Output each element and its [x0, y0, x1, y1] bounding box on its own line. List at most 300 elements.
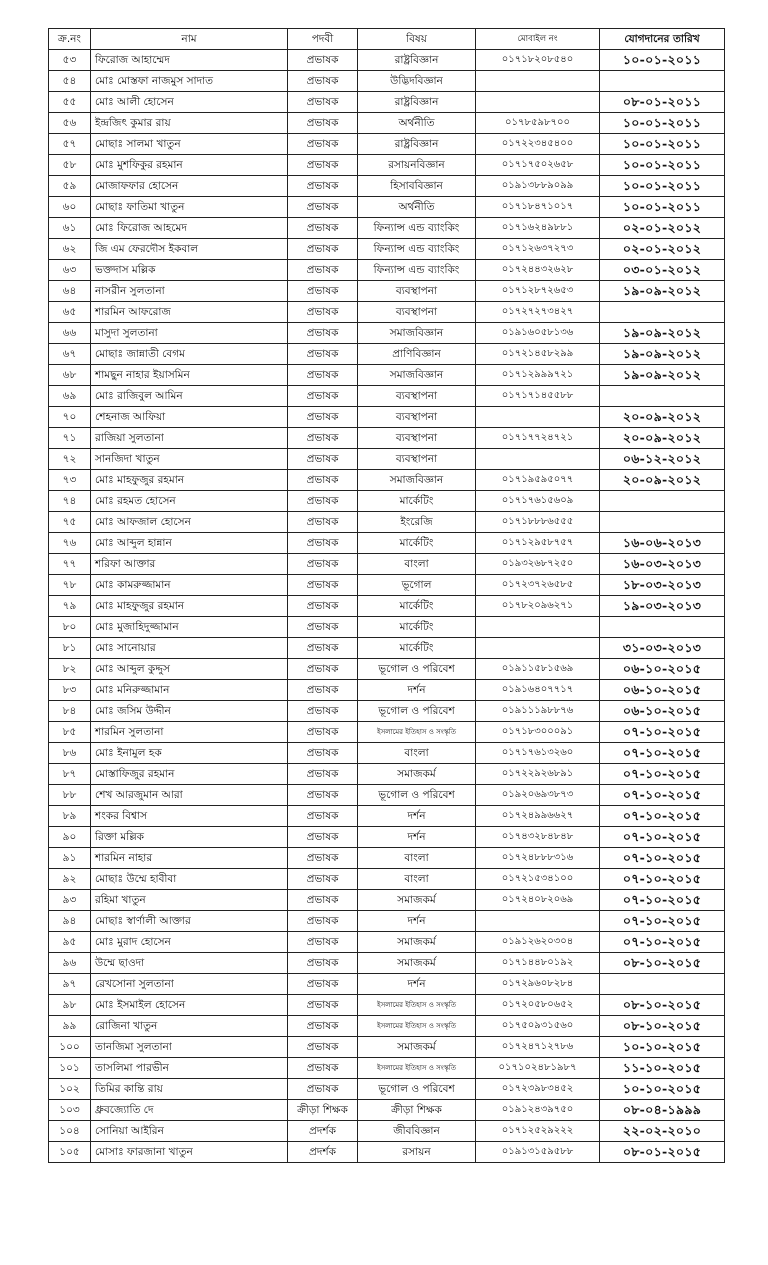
- cell-subject: সমাজকর্ম: [358, 764, 476, 785]
- table-row: [49, 638, 725, 659]
- cell-sl: ৮৫: [49, 722, 91, 743]
- cell-joining-date: ২০-০৯-২০১২: [600, 428, 725, 449]
- cell-post: প্রভাষক: [288, 428, 358, 449]
- table-row: [49, 743, 725, 764]
- cell-name: মোছাঃ উম্মে হাবীবা: [91, 869, 288, 890]
- cell-post: প্রভাষক: [288, 911, 358, 932]
- cell-joining-date: ১০-১০-২০১৫: [600, 1037, 725, 1058]
- table-row: [49, 701, 725, 722]
- table-row: [49, 386, 725, 407]
- cell-sl: ৬৬: [49, 323, 91, 344]
- cell-joining-date: ১০-০১-২০১১: [600, 113, 725, 134]
- cell-post: প্রভাষক: [288, 1037, 358, 1058]
- cell-post: প্রভাষক: [288, 491, 358, 512]
- cell-sl: ৬৭: [49, 344, 91, 365]
- cell-name: মোঃ মুরাদ হোসেন: [91, 932, 288, 953]
- header-subject: বিষয়: [358, 29, 476, 50]
- cell-sl: ৭৩: [49, 470, 91, 491]
- cell-post: প্রভাষক: [288, 134, 358, 155]
- cell-mobile: ০১৭১৯৫৯৫০৭৭: [476, 470, 600, 491]
- cell-sl: ৬০: [49, 197, 91, 218]
- table-row: [49, 491, 725, 512]
- cell-name: জি এম ফেরদৌস ইকবাল: [91, 239, 288, 260]
- cell-sl: ৫৪: [49, 71, 91, 92]
- cell-post: প্রভাষক: [288, 596, 358, 617]
- cell-mobile: ০১৭২০৫৮০৬৫২: [476, 995, 600, 1016]
- cell-name: রেখসোনা সুলতানা: [91, 974, 288, 995]
- cell-joining-date: ১০-১০-২০১৫: [600, 1079, 725, 1100]
- cell-sl: ৬১: [49, 218, 91, 239]
- cell-post: প্রভাষক: [288, 575, 358, 596]
- cell-mobile: ০১৭২৪৮৮৮৩১৬: [476, 848, 600, 869]
- cell-joining-date: ২২-০২-২০১০: [600, 1121, 725, 1142]
- cell-sl: ৬২: [49, 239, 91, 260]
- cell-joining-date: ০৮-০১-২০১৫: [600, 1142, 725, 1163]
- cell-name: শামছুন নাহার ইয়াসমিন: [91, 365, 288, 386]
- cell-subject: অর্থনীতি: [358, 197, 476, 218]
- cell-subject: সমাজকর্ম: [358, 1037, 476, 1058]
- table-row: [49, 932, 725, 953]
- table-row: [49, 344, 725, 365]
- cell-name: মোঃ ফিরোজ আহমেদ: [91, 218, 288, 239]
- cell-joining-date: ০৮-১০-২০১৫: [600, 1016, 725, 1037]
- cell-mobile: ০১৭১৮৮৮৬৫৫৫: [476, 512, 600, 533]
- cell-sl: ৫৬: [49, 113, 91, 134]
- cell-mobile: [476, 71, 600, 92]
- cell-subject: ইসলামের ইতিহাস ও সংস্কৃতি: [358, 1058, 476, 1079]
- cell-name: মোঃ আব্দুল হান্নান: [91, 533, 288, 554]
- cell-sl: ৮২: [49, 659, 91, 680]
- table-row: [49, 512, 725, 533]
- table-row: [49, 869, 725, 890]
- cell-name: মোঃ কামরুজ্জামান: [91, 575, 288, 596]
- cell-subject: বাংলা: [358, 869, 476, 890]
- cell-mobile: ০১৯১৬৪০৭৭১৭: [476, 680, 600, 701]
- cell-post: প্রভাষক: [288, 806, 358, 827]
- cell-sl: ৬৪: [49, 281, 91, 302]
- cell-sl: ১০২: [49, 1079, 91, 1100]
- cell-subject: ক্রীড়া শিক্ষক: [358, 1100, 476, 1121]
- cell-name: শারমিন আফরোজ: [91, 302, 288, 323]
- cell-name: মোঃ মুজাহিদুজ্জামান: [91, 617, 288, 638]
- cell-sl: ১০৫: [49, 1142, 91, 1163]
- header-sl: ক্র.নং: [49, 29, 91, 50]
- cell-joining-date: [600, 491, 725, 512]
- cell-sl: ৯৮: [49, 995, 91, 1016]
- cell-joining-date: ১৯-০৯-২০১২: [600, 323, 725, 344]
- cell-subject: সমাজকর্ম: [358, 890, 476, 911]
- cell-post: প্রভাষক: [288, 512, 358, 533]
- cell-name: ফিরোজ আহাম্মেদ: [91, 50, 288, 71]
- header-post: পদবী: [288, 29, 358, 50]
- cell-sl: ১০৩: [49, 1100, 91, 1121]
- cell-mobile: ০১৭১২৯৫৮৭৫৭: [476, 533, 600, 554]
- cell-subject: সমাজবিজ্ঞান: [358, 323, 476, 344]
- cell-subject: ভূগোল: [358, 575, 476, 596]
- cell-joining-date: ০২-০১-২০১২: [600, 239, 725, 260]
- cell-joining-date: ০৮-০৪-১৯৯৯: [600, 1100, 725, 1121]
- cell-sl: ৮৪: [49, 701, 91, 722]
- cell-name: মোঃ ইসমাইল হোসেন: [91, 995, 288, 1016]
- cell-subject: প্রাণিবিজ্ঞান: [358, 344, 476, 365]
- cell-mobile: ০১৭১৭৬১৫৬০৯: [476, 491, 600, 512]
- cell-subject: সমাজকর্ম: [358, 953, 476, 974]
- cell-name: মোঃ রহমত হোসেন: [91, 491, 288, 512]
- cell-post: ক্রীড়া শিক্ষক: [288, 1100, 358, 1121]
- cell-mobile: ০১৯১১৫৮১৫৬৯: [476, 659, 600, 680]
- cell-mobile: ০১৭৪৩২৮৪৮৪৮: [476, 827, 600, 848]
- cell-sl: ৮০: [49, 617, 91, 638]
- header-mobile: মোবাইল নং: [476, 29, 600, 50]
- cell-sl: ৯৩: [49, 890, 91, 911]
- cell-post: প্রভাষক: [288, 785, 358, 806]
- cell-joining-date: ২০-০৯-২০১২: [600, 470, 725, 491]
- cell-name: মোঃ মাহফুজুর রহমান: [91, 470, 288, 491]
- cell-mobile: [476, 407, 600, 428]
- cell-name: রোজিনা খাতুন: [91, 1016, 288, 1037]
- cell-name: মোস্তাফিজুর রহমান: [91, 764, 288, 785]
- cell-post: প্রদর্শক: [288, 1121, 358, 1142]
- cell-sl: ১০০: [49, 1037, 91, 1058]
- cell-mobile: [476, 449, 600, 470]
- table-row: [49, 470, 725, 491]
- cell-joining-date: ০৮-১০-২০১৫: [600, 953, 725, 974]
- cell-joining-date: ০৩-০১-২০১২: [600, 260, 725, 281]
- cell-subject: দর্শন: [358, 680, 476, 701]
- cell-name: মোছাঃ স্বার্ণালী আক্তার: [91, 911, 288, 932]
- cell-joining-date: ১৬-০৩-২০১৩: [600, 554, 725, 575]
- cell-name: শংকর বিশ্বাস: [91, 806, 288, 827]
- cell-mobile: ০১৭২৯৬০৮২৮৪: [476, 974, 600, 995]
- table-row: [49, 911, 725, 932]
- cell-name: মোঃ ইনামুল হক: [91, 743, 288, 764]
- cell-subject: ভূগোল ও পরিবেশ: [358, 785, 476, 806]
- cell-mobile: ০১৭১৪৪৮০১৯২: [476, 953, 600, 974]
- cell-subject: বাংলা: [358, 554, 476, 575]
- cell-name: তিমির কান্তি রায়: [91, 1079, 288, 1100]
- cell-name: মোছাঃ সালমা খাতুন: [91, 134, 288, 155]
- table-row: [49, 617, 725, 638]
- cell-sl: ৭০: [49, 407, 91, 428]
- cell-subject: ইসলামের ইতিহাস ও সংস্কৃতি: [358, 722, 476, 743]
- cell-joining-date: ১৯-০৯-২০১২: [600, 281, 725, 302]
- cell-sl: ৮৯: [49, 806, 91, 827]
- cell-mobile: ০১৭২১৪৫৮২৯৯: [476, 344, 600, 365]
- cell-post: প্রভাষক: [288, 932, 358, 953]
- cell-mobile: ০১৭১৮৩০০০৯১: [476, 722, 600, 743]
- cell-mobile: ০১৯১২৪৩৯৭৫০: [476, 1100, 600, 1121]
- cell-mobile: [476, 638, 600, 659]
- cell-joining-date: ০৭-১০-২০১৫: [600, 890, 725, 911]
- table-row: [49, 134, 725, 155]
- cell-post: প্রভাষক: [288, 365, 358, 386]
- cell-name: ইন্দ্রজিৎ কুমার রায়: [91, 113, 288, 134]
- cell-name: শরিফা আক্তার: [91, 554, 288, 575]
- cell-mobile: ০১৭৮৫৯৮৭০০: [476, 113, 600, 134]
- cell-sl: ৭৯: [49, 596, 91, 617]
- cell-sl: ৯২: [49, 869, 91, 890]
- table-row: [49, 974, 725, 995]
- cell-mobile: ০১৭২৪৭১২৭৮৬: [476, 1037, 600, 1058]
- cell-sl: ৭৫: [49, 512, 91, 533]
- cell-sl: ৮৬: [49, 743, 91, 764]
- cell-post: প্রভাষক: [288, 1016, 358, 1037]
- cell-post: প্রভাষক: [288, 344, 358, 365]
- cell-joining-date: ০৭-১০-২০১৫: [600, 785, 725, 806]
- cell-mobile: ০১৭১২৮৭২৬৫৩: [476, 281, 600, 302]
- table-row: [49, 113, 725, 134]
- cell-name: মোঃ রাজিবুল আমিন: [91, 386, 288, 407]
- cell-joining-date: [600, 302, 725, 323]
- cell-mobile: ০১৯২০৬৯৩৮৭৩: [476, 785, 600, 806]
- table-row: [49, 1079, 725, 1100]
- cell-sl: ৮১: [49, 638, 91, 659]
- header-name: নাম: [91, 29, 288, 50]
- cell-name: রাজিয়া সুলতানা: [91, 428, 288, 449]
- cell-mobile: ০১৯১৬০৫৮১৩৬: [476, 323, 600, 344]
- cell-joining-date: ১০-০১-২০১১: [600, 197, 725, 218]
- cell-post: প্রভাষক: [288, 260, 358, 281]
- cell-subject: রাষ্ট্রবিজ্ঞান: [358, 134, 476, 155]
- cell-mobile: ০১৭২৪৯৯৬৬২৭: [476, 806, 600, 827]
- cell-subject: জীববিজ্ঞান: [358, 1121, 476, 1142]
- table-row: [49, 1058, 725, 1079]
- cell-mobile: ০১৭১২৫২৯২২২: [476, 1121, 600, 1142]
- cell-mobile: ০১৭১৭৬১৩২৬০: [476, 743, 600, 764]
- cell-post: প্রভাষক: [288, 659, 358, 680]
- cell-post: প্রভাষক: [288, 995, 358, 1016]
- cell-joining-date: ০৬-১০-২০১৫: [600, 701, 725, 722]
- cell-mobile: [476, 92, 600, 113]
- cell-name: তাসলিমা পারভীন: [91, 1058, 288, 1079]
- cell-joining-date: [600, 974, 725, 995]
- cell-post: প্রভাষক: [288, 848, 358, 869]
- cell-joining-date: ১১-১০-২০১৫: [600, 1058, 725, 1079]
- cell-sl: ৬৯: [49, 386, 91, 407]
- table-row: [49, 1037, 725, 1058]
- cell-subject: অর্থনীতি: [358, 113, 476, 134]
- cell-name: মোঃ মাহফুজুর রহমান: [91, 596, 288, 617]
- table-row: [49, 260, 725, 281]
- cell-sl: ১০৪: [49, 1121, 91, 1142]
- cell-name: শারমিন নাহার: [91, 848, 288, 869]
- cell-mobile: ০১৭১৭৫০২৬৫৮: [476, 155, 600, 176]
- cell-post: প্রভাষক: [288, 764, 358, 785]
- cell-sl: ৯০: [49, 827, 91, 848]
- cell-joining-date: ১৮-০৩-২০১৩: [600, 575, 725, 596]
- cell-mobile: ০১৯১২৬২০৩০৪: [476, 932, 600, 953]
- cell-subject: ব্যবস্থাপনা: [358, 302, 476, 323]
- cell-name: শারমিন সুলতানা: [91, 722, 288, 743]
- cell-subject: ফিন্যান্স এন্ড ব্যাংকিং: [358, 218, 476, 239]
- cell-mobile: ০১৯১৩১৫৯৫৮৮: [476, 1142, 600, 1163]
- table-row: [49, 953, 725, 974]
- cell-sl: ৬৮: [49, 365, 91, 386]
- table-row: [49, 1016, 725, 1037]
- cell-name: ভক্তদাস মল্লিক: [91, 260, 288, 281]
- cell-joining-date: ০৬-১০-২০১৫: [600, 680, 725, 701]
- cell-subject: রসায়ন: [358, 1142, 476, 1163]
- cell-mobile: ০১৭৫০৯৩১৫৬০: [476, 1016, 600, 1037]
- table-row: [49, 1142, 725, 1163]
- table-row: [49, 239, 725, 260]
- cell-joining-date: ০৭-১০-২০১৫: [600, 911, 725, 932]
- cell-name: মোঃ মনিরুজ্জামান: [91, 680, 288, 701]
- cell-sl: ৯৯: [49, 1016, 91, 1037]
- cell-sl: ৯৪: [49, 911, 91, 932]
- cell-post: প্রভাষক: [288, 71, 358, 92]
- cell-post: প্রভাষক: [288, 533, 358, 554]
- cell-subject: দর্শন: [358, 974, 476, 995]
- header-joining-date: যোগদানের তারিখ: [600, 29, 725, 50]
- cell-post: প্রভাষক: [288, 407, 358, 428]
- cell-name: মোছাঃ জান্নাতী বেগম: [91, 344, 288, 365]
- cell-name: মোছাঃ ফাতিমা খাতুন: [91, 197, 288, 218]
- cell-post: প্রভাষক: [288, 197, 358, 218]
- table-row: [49, 1121, 725, 1142]
- cell-subject: ফিন্যান্স এন্ড ব্যাংকিং: [358, 239, 476, 260]
- cell-subject: দর্শন: [358, 911, 476, 932]
- table-row: [49, 449, 725, 470]
- cell-sl: ৮৩: [49, 680, 91, 701]
- cell-mobile: ০১৭২২৩৪৫৪০০: [476, 134, 600, 155]
- cell-sl: ৭৬: [49, 533, 91, 554]
- cell-mobile: [476, 911, 600, 932]
- cell-name: মোজাফফার হোসেন: [91, 176, 288, 197]
- cell-sl: ৭২: [49, 449, 91, 470]
- cell-mobile: ০১৭১০২৪৮১৯৮৭: [476, 1058, 600, 1079]
- cell-post: প্রভাষক: [288, 638, 358, 659]
- cell-joining-date: ০২-০১-২০১২: [600, 218, 725, 239]
- cell-subject: রাষ্ট্রবিজ্ঞান: [358, 50, 476, 71]
- cell-post: প্রভাষক: [288, 176, 358, 197]
- cell-mobile: ০১৯৩২৬৮৭২৫০: [476, 554, 600, 575]
- cell-sl: ৫৮: [49, 155, 91, 176]
- cell-subject: রাষ্ট্রবিজ্ঞান: [358, 92, 476, 113]
- cell-joining-date: ১০-০১-২০১১: [600, 50, 725, 71]
- cell-post: প্রভাষক: [288, 155, 358, 176]
- cell-joining-date: ৩১-০৩-২০১৩: [600, 638, 725, 659]
- cell-post: প্রভাষক: [288, 218, 358, 239]
- cell-name: ধ্রুবজ্যোতি দে: [91, 1100, 288, 1121]
- cell-subject: ইসলামের ইতিহাস ও সংস্কৃতি: [358, 1016, 476, 1037]
- table-row: [49, 218, 725, 239]
- cell-subject: ব্যবস্থাপনা: [358, 386, 476, 407]
- cell-subject: ব্যবস্থাপনা: [358, 449, 476, 470]
- cell-joining-date: ১৯-০৯-২০১২: [600, 344, 725, 365]
- cell-sl: ৫৫: [49, 92, 91, 113]
- cell-subject: দর্শন: [358, 806, 476, 827]
- cell-mobile: ০১৭২৭২৭৩৪২৭: [476, 302, 600, 323]
- table-row: [49, 155, 725, 176]
- cell-mobile: ০১৭২৩৯৮৩৪৫২: [476, 1079, 600, 1100]
- cell-name: মোসাঃ ফারজানা খাতুন: [91, 1142, 288, 1163]
- cell-name: মোঃ জসিম উদ্দীন: [91, 701, 288, 722]
- cell-name: মোঃ আলী হোসেন: [91, 92, 288, 113]
- cell-mobile: [476, 617, 600, 638]
- cell-name: শেহনাজ আফিয়া: [91, 407, 288, 428]
- cell-joining-date: ০৭-১০-২০১৫: [600, 743, 725, 764]
- cell-name: মোঃ আব্দুল কুদ্দুস: [91, 659, 288, 680]
- cell-mobile: ০১৭২৩৭২৬৫৮৫: [476, 575, 600, 596]
- table-row: [49, 302, 725, 323]
- cell-joining-date: [600, 512, 725, 533]
- cell-post: প্রভাষক: [288, 239, 358, 260]
- cell-mobile: ০১৭১৮২০৮৫৪০: [476, 50, 600, 71]
- cell-subject: মার্কেটিং: [358, 617, 476, 638]
- cell-name: শেখ আরজুমান আরা: [91, 785, 288, 806]
- cell-subject: হিসাববিজ্ঞান: [358, 176, 476, 197]
- cell-joining-date: ০৭-১০-২০১৫: [600, 827, 725, 848]
- cell-subject: সমাজবিজ্ঞান: [358, 365, 476, 386]
- cell-subject: ব্যবস্থাপনা: [358, 407, 476, 428]
- cell-sl: ৯১: [49, 848, 91, 869]
- table-row: [49, 197, 725, 218]
- table-row: [49, 680, 725, 701]
- cell-joining-date: ০৭-১০-২০১৫: [600, 869, 725, 890]
- cell-post: প্রভাষক: [288, 827, 358, 848]
- cell-name: উম্মে ছাওদা: [91, 953, 288, 974]
- cell-post: প্রভাষক: [288, 953, 358, 974]
- cell-joining-date: ১৯-০৯-২০১২: [600, 365, 725, 386]
- cell-sl: ৭৭: [49, 554, 91, 575]
- table-row: [49, 575, 725, 596]
- cell-subject: মার্কেটিং: [358, 533, 476, 554]
- cell-joining-date: ০৭-১০-২০১৫: [600, 806, 725, 827]
- table-row: [49, 533, 725, 554]
- cell-subject: ভূগোল ও পরিবেশ: [358, 1079, 476, 1100]
- cell-name: সোনিয়া আইরিন: [91, 1121, 288, 1142]
- cell-sl: ৯৬: [49, 953, 91, 974]
- cell-mobile: ০১৭২২৯২৬৮৯১: [476, 764, 600, 785]
- cell-sl: ৬৩: [49, 260, 91, 281]
- cell-name: মোঃ আফজাল হোসেন: [91, 512, 288, 533]
- table-row: [49, 428, 725, 449]
- cell-mobile: ০১৭২১৫৩৪১০০: [476, 869, 600, 890]
- cell-joining-date: ১৯-০৩-২০১৩: [600, 596, 725, 617]
- cell-name: সানজিদা খাতুন: [91, 449, 288, 470]
- cell-post: প্রভাষক: [288, 1079, 358, 1100]
- cell-sl: ৭৪: [49, 491, 91, 512]
- cell-sl: ১০১: [49, 1058, 91, 1079]
- cell-post: প্রভাষক: [288, 302, 358, 323]
- table-row: [49, 890, 725, 911]
- table-row: [49, 722, 725, 743]
- cell-joining-date: [600, 617, 725, 638]
- table-row: [49, 596, 725, 617]
- cell-post: প্রভাষক: [288, 449, 358, 470]
- cell-sl: ৬৫: [49, 302, 91, 323]
- cell-mobile: ০১৭১৭১৪৫৫৮৮: [476, 386, 600, 407]
- cell-subject: ফিন্যান্স এন্ড ব্যাংকিং: [358, 260, 476, 281]
- cell-sl: ৭৮: [49, 575, 91, 596]
- table-row: [49, 92, 725, 113]
- table-row: [49, 176, 725, 197]
- cell-post: প্রদর্শক: [288, 1142, 358, 1163]
- cell-mobile: ০১৭১২৯৯৯৭২১: [476, 365, 600, 386]
- cell-joining-date: ০৭-১০-২০১৫: [600, 932, 725, 953]
- cell-mobile: ০১৭১২৬৩৭২৭৩: [476, 239, 600, 260]
- table-row: [49, 764, 725, 785]
- table-row: [49, 848, 725, 869]
- cell-subject: দর্শন: [358, 827, 476, 848]
- cell-subject: ইংরেজি: [358, 512, 476, 533]
- cell-name: মোঃ সানোয়ার: [91, 638, 288, 659]
- cell-post: প্রভাষক: [288, 50, 358, 71]
- cell-joining-date: ০৬-১০-২০১৫: [600, 659, 725, 680]
- cell-post: প্রভাষক: [288, 617, 358, 638]
- table-row: [49, 785, 725, 806]
